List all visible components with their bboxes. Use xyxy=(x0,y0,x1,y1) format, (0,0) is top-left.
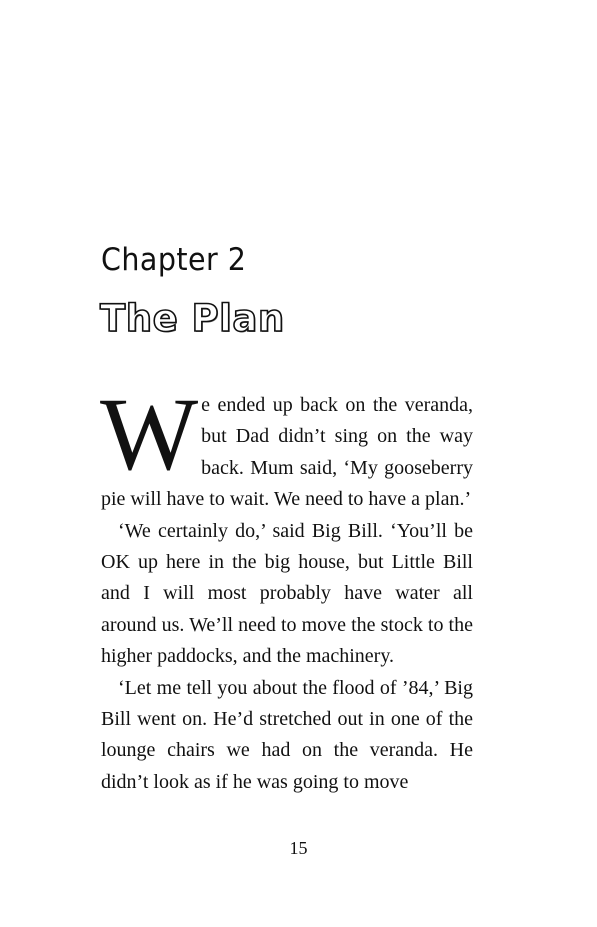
paragraph-1-text: e ended up back on the veranda, but Dad didn’t sing on the way back. Mum said, ‘My gooseberry pie will have to wait. We need to have a plan.’ xyxy=(101,394,473,511)
paragraph-2: ‘We certainly do,’ said Big Bill. ‘You’ll be OK up here in the big house, but Little Bill and I will most probably have water all around us. We’ll need to move the stock to the higher paddocks, and the machinery. xyxy=(101,519,473,668)
page-number: 15 xyxy=(289,838,308,858)
chapter-title: The Plan xyxy=(100,297,285,340)
chapter-body xyxy=(100,377,473,798)
paragraph-3: ‘Let me tell you about the flood of ’84,’ Big Bill went on. He’d stretched out in one of the lounge chairs we had on the veranda. He didn’t look as if he was going to move xyxy=(101,676,473,793)
chapter-label: Chapter 2 xyxy=(101,242,247,278)
drop-cap: W xyxy=(100,377,199,492)
paragraph-1 xyxy=(100,377,473,516)
